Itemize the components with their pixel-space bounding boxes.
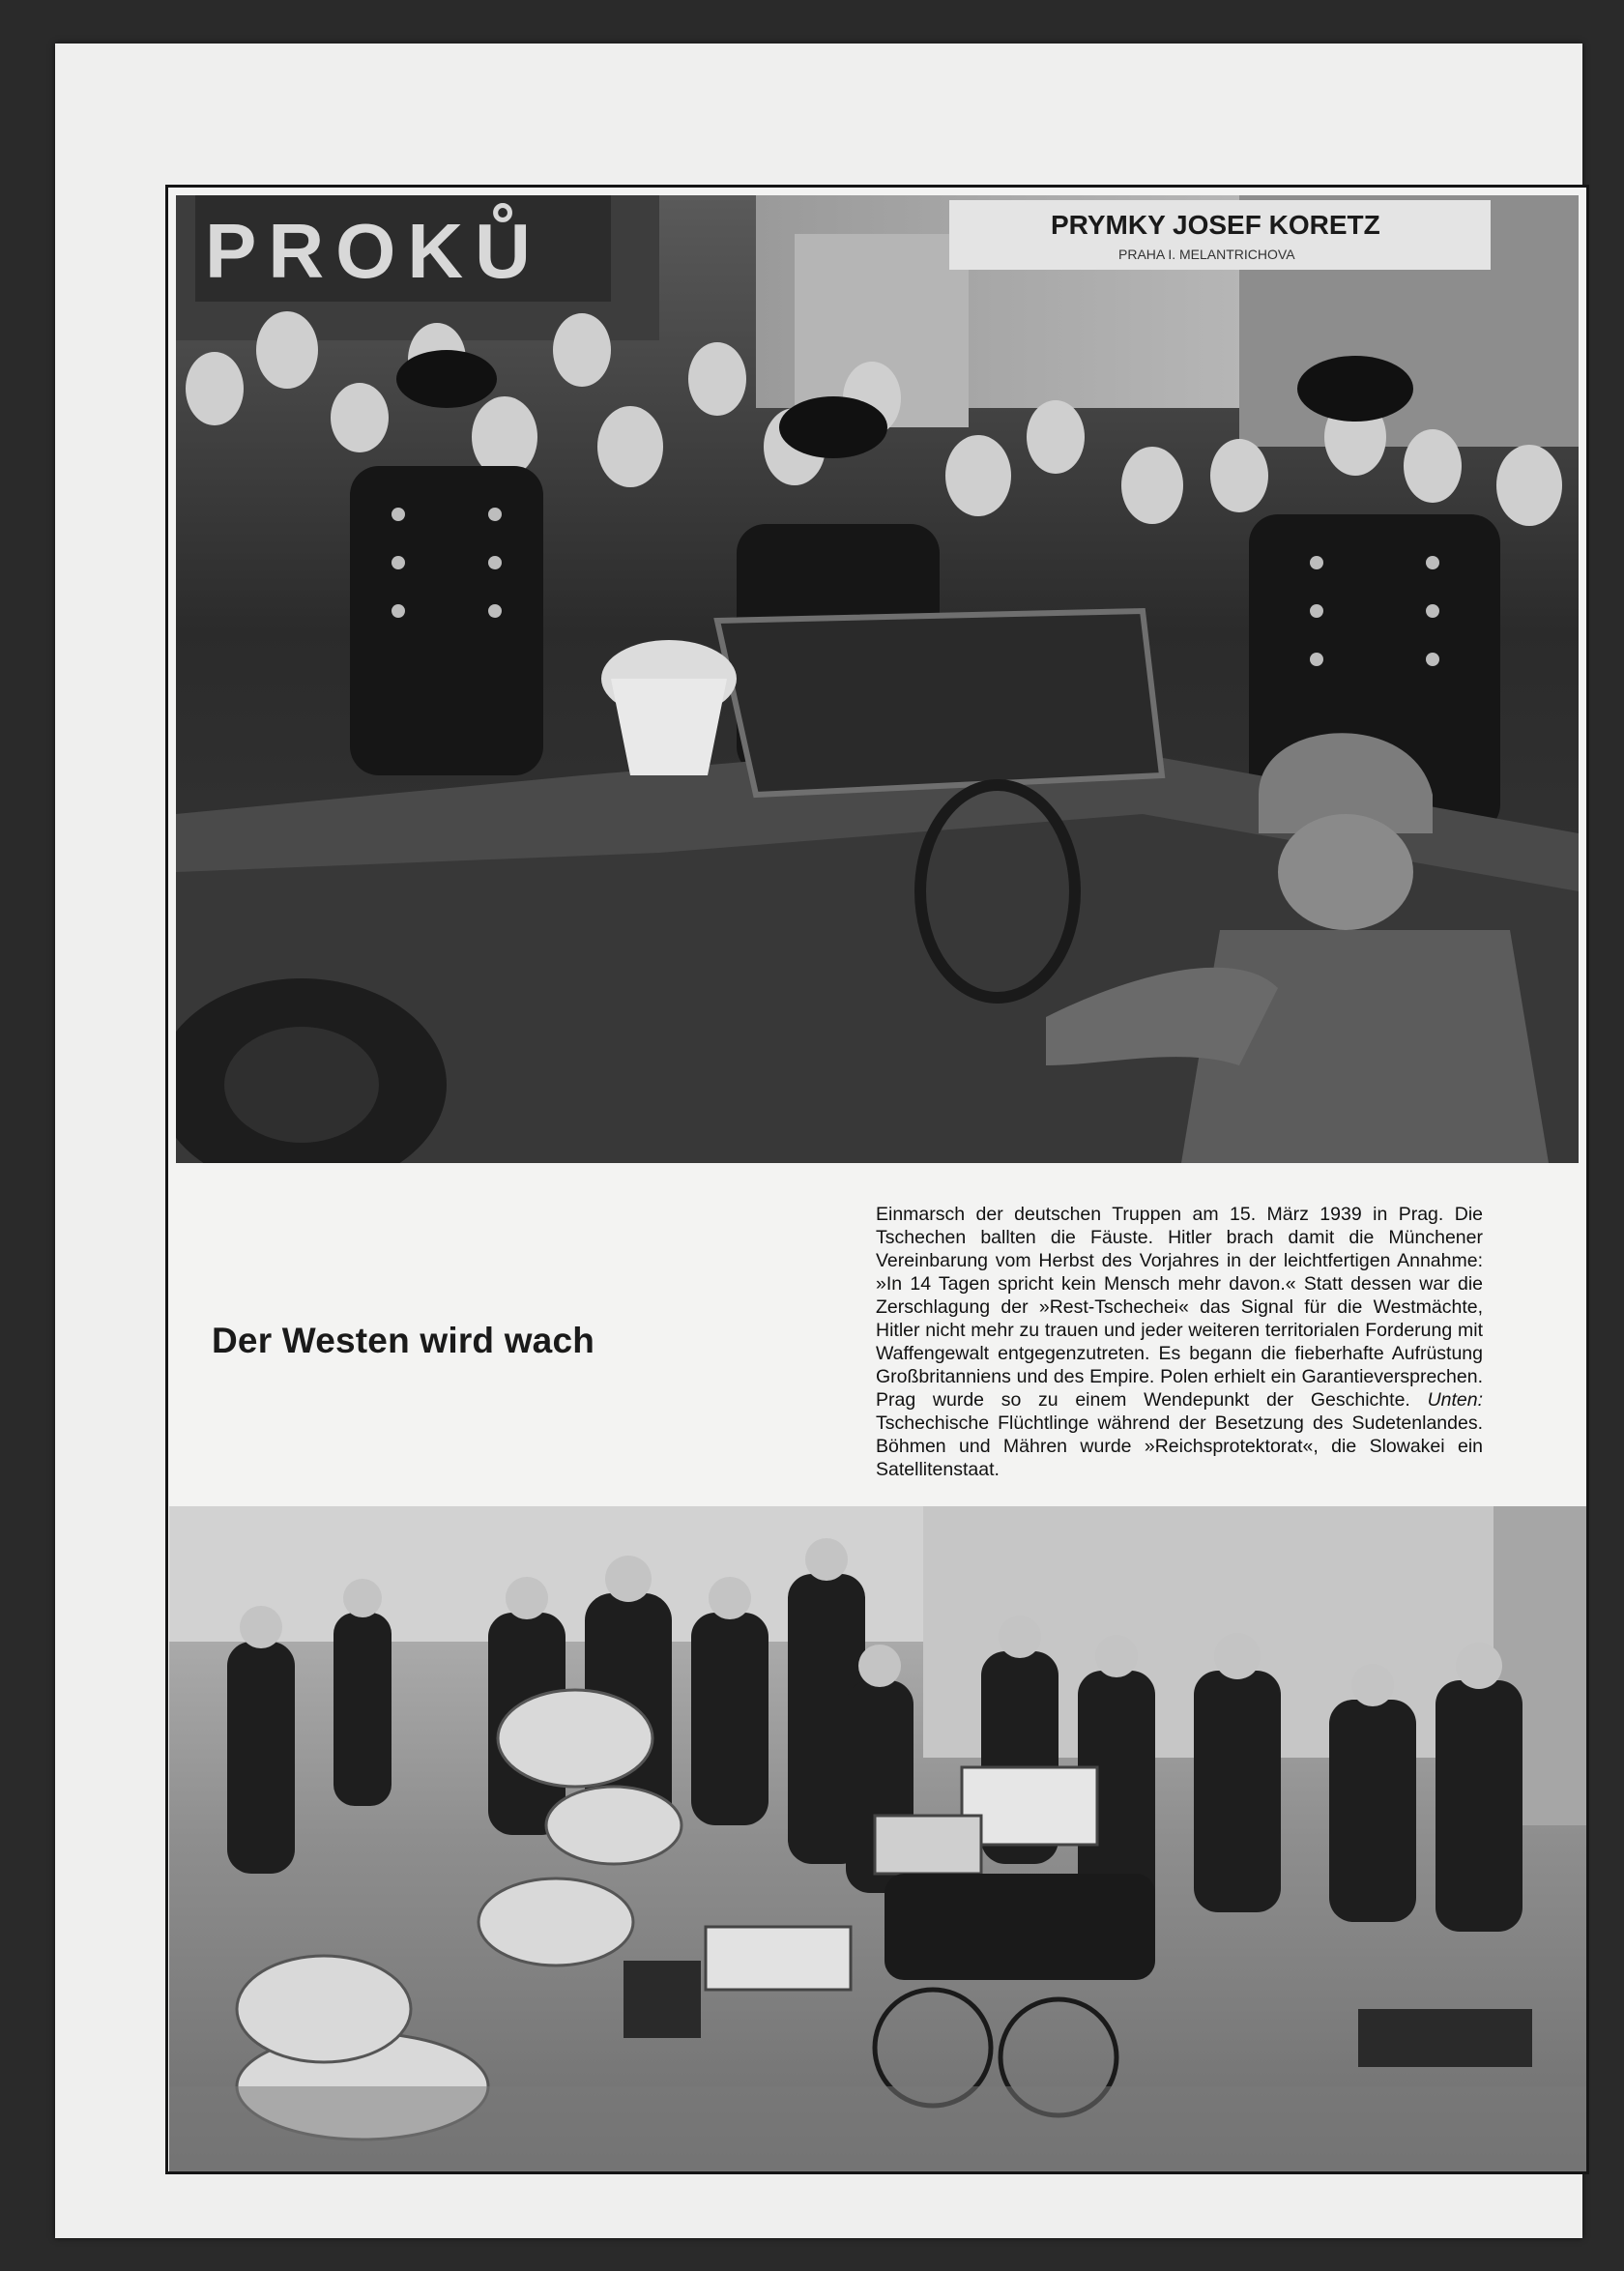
banner-line-1: PRYMKY JOSEF KORETZ [1051,210,1380,240]
caption-text-main: Einmarsch der deutschen Truppen am 15. März 1939 in Prag. Die Tschechen ballten die Fäuste. Hitler brach damit die Münchener Vereinbarung vom Herbst des Vorjahres in der leichtfertigen Annahme: »In 14 Tagen spricht kein Mensch mehr davon.« Statt dessen war die Zerschlagung der »Rest-Tschechei« das Signal für die Westmächte, Hitler nicht mehr zu trauen und jeder weiteren territorialen Forderung mit Waffengewalt entgegenzutreten. Es begann die fieberhafte Aufrüstung Großbritanniens und des Empire. Polen erhielt ein Garantieversprechen. Prag wurde so zu einem Wendepunkt der Geschichte. [876,1204,1483,1411]
photo-caption [876,1203,1483,1481]
shop-sign-text: PROKŮ [205,208,542,294]
photo-refugees [169,1506,1586,2171]
caption-text-refugees: Tschechische Flüchtlinge während der Besetzung des Sudetenlandes. Böhmen und Mähren wurde »Reichsprotektorat«, die Slowakei ein Satellitenstaat. [876,1412,1483,1480]
album-sheet [55,44,1582,2238]
photo-prague-invasion [176,195,1579,1163]
refugees-photo-image [169,1506,1586,2171]
caption-area [168,1166,1586,1504]
banner-line-2: PRAHA I. MELANTRICHOVA [1118,247,1295,262]
caption-label-below: Unten: [1427,1389,1484,1411]
page-frame [165,185,1589,2174]
section-title: Der Westen wird wach [212,1321,595,1360]
prague-invasion-photo-image [176,195,1579,1163]
